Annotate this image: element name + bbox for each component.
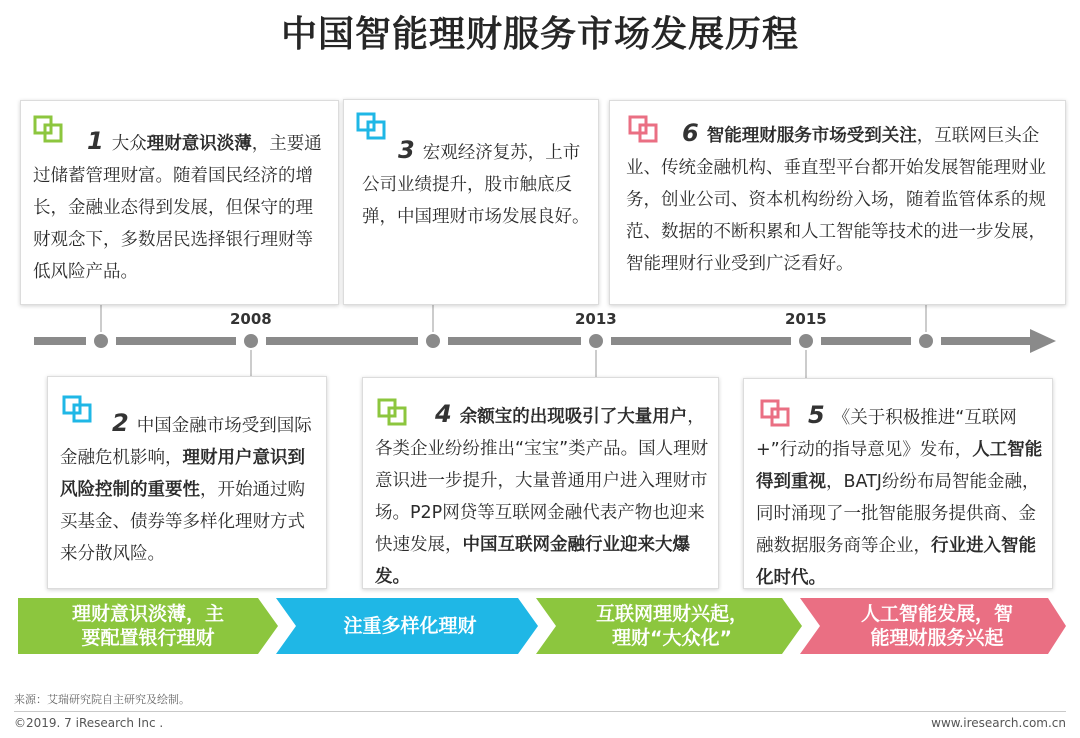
card-2-text-b: ，开始通过购买基金、债券等多样化理财方式来分散风险。 (60, 480, 305, 564)
card-5-text-a: 《关于积极推进“互联网+”行动的指导意见》发布， (756, 408, 1017, 460)
website-link[interactable]: www.iresearch.com.cn (931, 716, 1066, 730)
phase-label-1 (30, 596, 266, 656)
year-label-2015: 2015 (785, 310, 827, 328)
card-4-number: 4 (435, 400, 452, 428)
card-4-text-bold-2: 中国互联网金融行业迎来大爆发。 (375, 535, 690, 587)
phase-1-line-1: 理财意识淡薄，主 (71, 603, 224, 625)
card-6-number: 6 (682, 119, 699, 147)
phase-1-line-2: 要配置银行理财 (81, 627, 215, 649)
card-1-text-a: 大众 (111, 134, 147, 154)
card-1-text-bold: 理财意识淡薄 (146, 134, 252, 154)
card-2-number: 2 (112, 409, 129, 437)
phase-label-4 (826, 596, 1048, 656)
card-1-text-b: ，主要通过储蓄管理财富。随着国民经济的增长，金融业态得到发展，但保守的理财观念下，多数居民选择银行理财等低风险产品。 (33, 134, 322, 282)
card-4-text-bold: 余额宝的出现吸引了大量用户 (459, 407, 688, 427)
card-5-number: 5 (808, 401, 825, 429)
year-label-2013: 2013 (575, 310, 617, 328)
card-2-text-a: 中国金融市场受到国际金融危机影响， (60, 416, 312, 468)
footer-divider (14, 711, 1066, 712)
phase-3-line-2: 理财“大众化” (612, 627, 732, 649)
copyright: ©2019. 7 iResearch Inc . (14, 716, 164, 730)
card-1-number: 1 (87, 127, 104, 155)
card-5-text-bold: 人工智能得到重视 (756, 440, 1043, 492)
phase-2-line-1: 注重多样化理财 (343, 615, 477, 637)
card-5-text-b: ，BATJ纷纷布局智能金融，同时涌现了一批智能服务提供商、金融数据服务商等企业， (756, 472, 1040, 556)
card-3-text-a: 宏观经济复苏，上市公司业绩提升，股市触底反弹，中国理财市场发展良好。 (362, 143, 590, 227)
card-3-number: 3 (398, 136, 415, 164)
card-2-text-bold: 理财用户意识到风险控制的重要性 (60, 448, 305, 500)
source-note: 来源：艾瑞研究院自主研究及绘制。 (14, 693, 190, 706)
phase-label-2 (300, 596, 520, 656)
phase-4-line-2: 能理财服务兴起 (870, 627, 1004, 649)
card-4-text-a: ，各类企业纷纷推出“宝宝”类产品。国人理财意识进一步提升，大量普通用户进入理财市场。P2P网贷等互联网金融代表产物也迎来快速发展， (375, 407, 709, 555)
card-5-text-bold-2: 行业进入智能化时代。 (756, 536, 1036, 588)
phase-label-3 (560, 596, 784, 656)
phase-4-line-1: 人工智能发展，智 (860, 603, 1013, 625)
card-6-text-bold: 智能理财服务市场受到关注 (706, 126, 917, 146)
card-6-text-a: ，互联网巨头企业、传统金融机构、垂直型平台都开始发展智能理财业务，创业公司、资本机构纷纷入场，随着监管体系的规范、数据的不断积累和人工智能等技术的进一步发展，智能理财行业受到广泛看好。 (626, 126, 1046, 274)
page-title: 中国智能理财服务市场发展历程 (280, 14, 799, 55)
phase-3-line-1: 互联网理财兴起， (595, 603, 748, 625)
year-label-2008: 2008 (230, 310, 272, 328)
